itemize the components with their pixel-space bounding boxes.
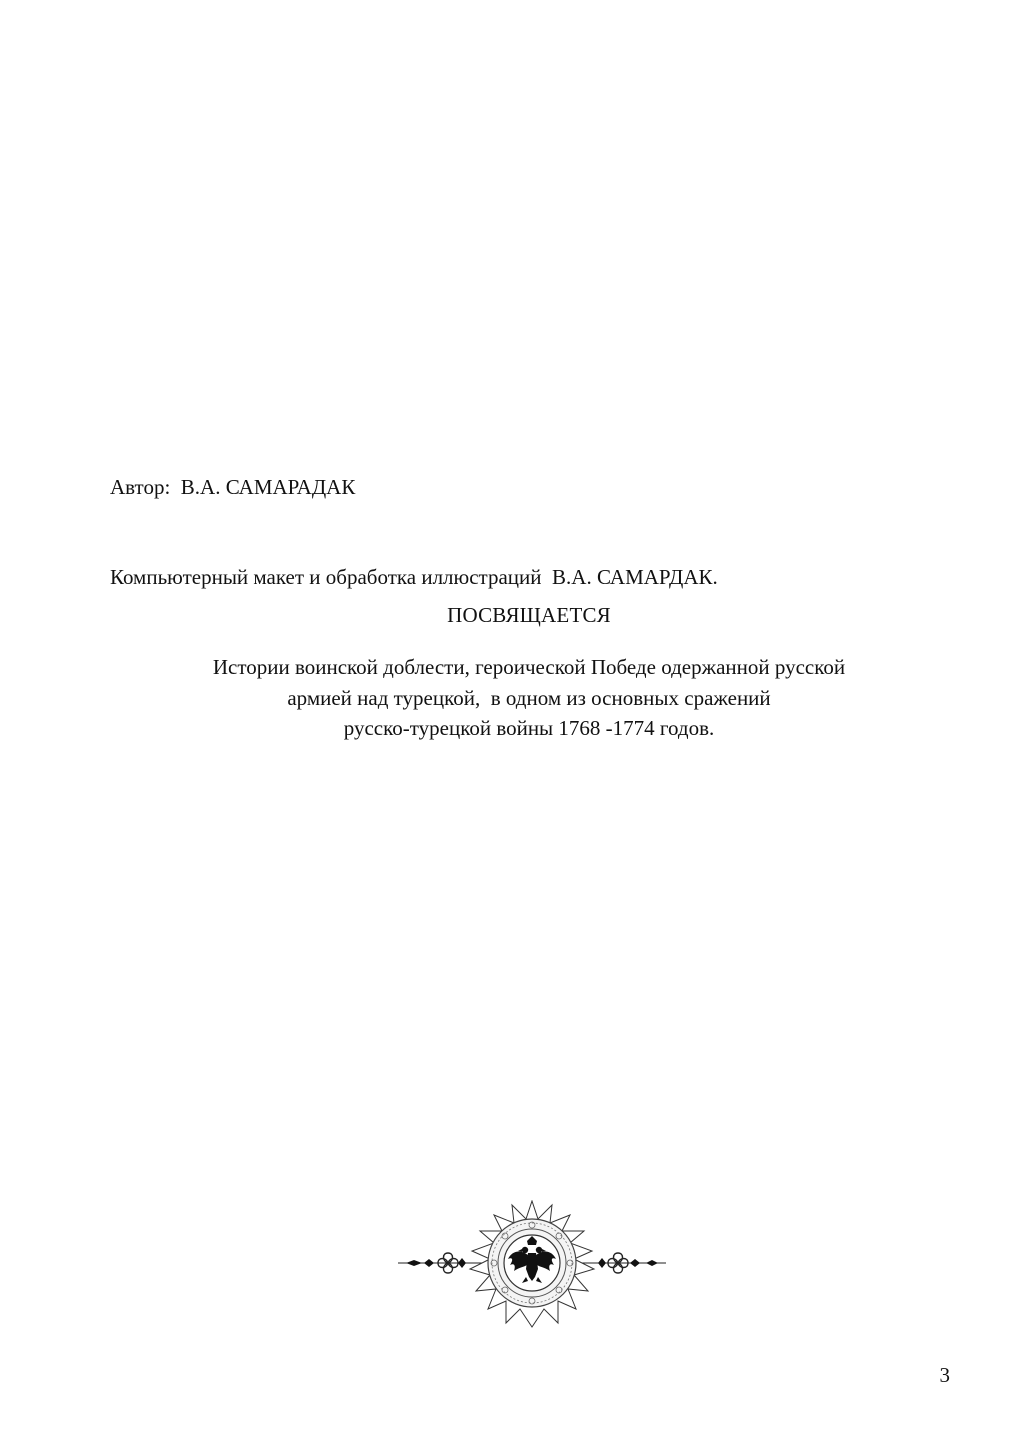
page-number: 3 <box>939 1363 950 1387</box>
dedication-line: армией над турецкой, в одном из основных сражений <box>287 685 771 710</box>
dedication-line: русско-турецкой войны 1768 -1774 годов. <box>343 716 715 740</box>
dedication-line: Истории воинской доблести, героической Победе одержанной русской <box>212 655 846 679</box>
dedication-heading: ПОСВЯЩАЕТСЯ <box>447 603 611 627</box>
author-line: Автор: В.А. САМАРАДАК <box>110 475 356 499</box>
double-headed-eagle-star-emblem-icon <box>396 1200 668 1330</box>
layout-credit-line: Компьютерный макет и обработка иллюстраций В.А. САМАРДАК. <box>110 565 718 589</box>
dedication-text <box>0 652 1023 744</box>
